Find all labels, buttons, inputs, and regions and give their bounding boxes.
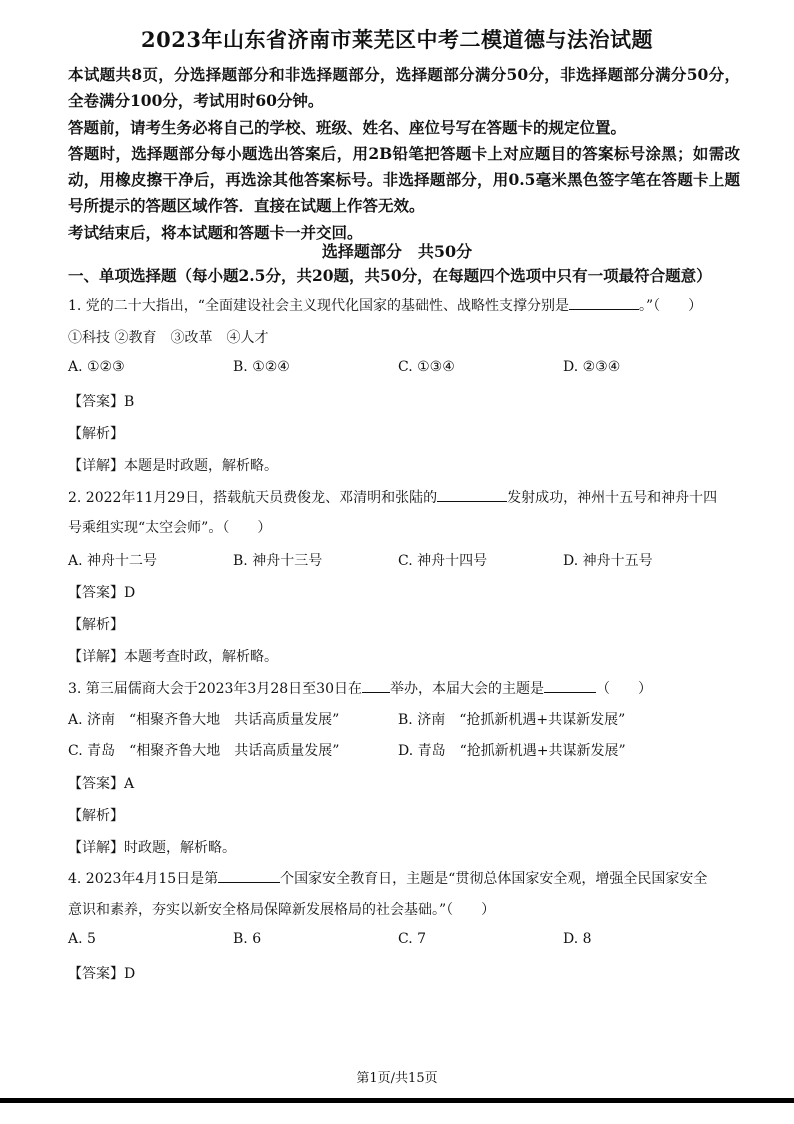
option-b: B. 6 [233,931,262,947]
question-text: 个国家安全教育日，主题是“贯彻总体国家安全观，增强全民国家安全 [280,871,708,887]
option-c: C. 神舟十四号 [398,553,488,569]
question-4-stem [68,868,707,888]
answer-label: 【答案】B [68,394,135,410]
answer-blank [218,868,280,883]
answer-label: 【答案】A [68,776,135,792]
option-b: B. ①②④ [233,359,290,375]
detail-label: 【详解】时政题，解析略。 [68,840,236,856]
option-a: A. ①②③ [68,359,125,375]
answer-label: 【答案】D [68,966,136,982]
answer-label: 【答案】D [68,585,136,601]
page-bottom-border [0,1098,794,1103]
option-b: B. 神舟十三号 [233,553,323,569]
part-header: 一、单项选择题（每小题2.5分，共20题，共50分，在每题四个选项中只有一项最符合题意） [68,266,712,285]
question-text: 举办，本届大会的主题是 [389,681,544,697]
instruction-paragraph: 考试结束后，将本试题和答题卡一并交回。 [68,222,363,242]
instructions [68,62,740,246]
question-text: 3. 第三届儒商大会于2023年3月28日至30日在 [68,681,362,697]
option-d: D. 神舟十五号 [563,553,653,569]
analysis-label: 【解析】 [68,808,124,824]
option-c: C. 青岛 “相聚齐鲁大地 共话高质量发展” [68,743,340,759]
question-text: 2. 2022年11月29日，搭载航天员费俊龙、邓清明和张陆的 [68,490,438,506]
question-2-stem-cont: 号乘组实现“太空会师”。（ ） [68,520,272,536]
question-text: 4. 2023年4月15日是第 [68,871,219,887]
analysis-label: 【解析】 [68,617,124,633]
question-4-stem-cont: 意识和素养，夯实以新安全格局保障新发展格局的社会基础。”（ ） [68,902,496,918]
answer-blank [437,487,507,502]
instruction-paragraph: 本试题共8页，分选择题部分和非选择题部分，选择题部分满分50分，非选择题部分满分50分，全卷满分100分，考试用时60分钟。 [68,65,740,111]
option-a: A. 神舟十二号 [68,553,158,569]
option-a: A. 5 [68,931,96,947]
question-1-items: ①科技 ②教育 ③改革 ④人才 [68,330,269,346]
option-d: D. 青岛 “抢抓新机遇+共谋新发展” [398,743,626,759]
question-text: （ ） [595,681,652,697]
answer-blank [362,678,390,693]
answer-blank [569,295,639,310]
instruction-paragraph: 答题前，请考生务必将自己的学校、班级、姓名、座位号写在答题卡的规定位置。 [68,117,627,137]
detail-label: 【详解】本题考查时政，解析略。 [68,649,278,665]
page-title: 2023年山东省济南市莱芜区中考二模道德与法治试题 [141,27,653,52]
analysis-label: 【解析】 [68,426,124,442]
option-d: D. 8 [563,931,592,947]
option-a: A. 济南 “相聚齐鲁大地 共话高质量发展” [68,712,340,728]
detail-label: 【详解】本题是时政题，解析略。 [68,458,278,474]
option-c: C. 7 [398,931,427,947]
question-2-stem [68,487,717,507]
question-text: 发射成功，神州十五号和神舟十四 [507,490,718,506]
question-text: 1. 党的二十大指出，“全面建设社会主义现代化国家的基础性、战略性支撑分别是 [68,298,569,314]
page-number: 第1页/共15页 [356,1071,438,1086]
option-c: C. ①③④ [398,359,455,375]
question-1-stem [68,295,702,315]
question-3-stem [68,678,652,698]
option-d: D. ②③④ [563,359,621,375]
section-header: 选择题部分 共50分 [321,242,473,261]
answer-blank [544,678,596,693]
question-text: 。”（ ） [638,298,703,314]
option-b: B. 济南 “抢抓新机遇+共谋新发展” [398,712,626,728]
instruction-paragraph: 答题时，选择题部分每小题选出答案后，用2B铅笔把答题卡上对应题目的答案标号涂黑；如需改动，用橡皮擦干净后，再选涂其他答案标号。非选择题部分，用0.5毫米黑色签字笔在答题卡上题号所提示的答题区域作答．直接在试题上作答无效。 [68,143,740,216]
